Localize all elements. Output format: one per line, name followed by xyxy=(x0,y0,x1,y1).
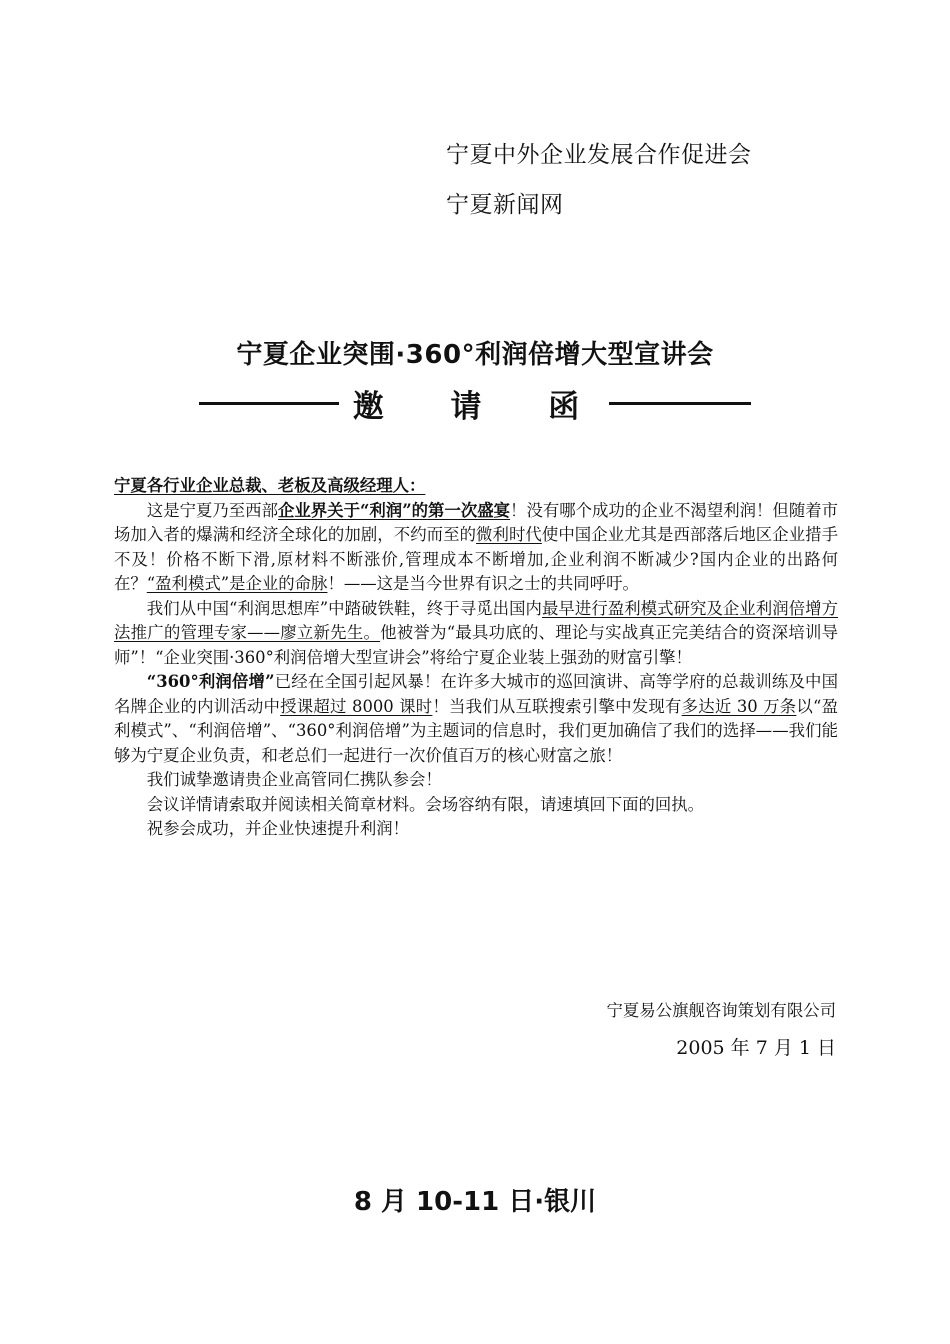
p3-highlight-hours: 授课超过 8000 课时 xyxy=(280,696,433,716)
p1-text-2: ！没有哪个成功的企业不渴望利润！但随着市场加入者的爆满和经济全球化的加剧，不约而至的 xyxy=(114,500,839,544)
p1-highlight-feast: 企业界关于“利润”的第一次盛宴 xyxy=(277,500,511,520)
p3-highlight-count: 多达近 30 万条 xyxy=(681,696,797,716)
p2-text-1: 我们从中国“利润思想库”中踏破铁鞋，终于寻觅出国内 xyxy=(146,598,542,618)
paragraph-6: 祝参会成功，并企业快速提升利润！ xyxy=(146,819,410,838)
p1-highlight-model: “盈利模式”是企业的命脉 xyxy=(146,574,328,593)
p3-text-1: 已经在全国引起风暴！在许多大城市的巡回演讲、高等学府的总裁训练及中国名牌企业的内训活动中 xyxy=(114,672,839,716)
p3-highlight-brand: “360°利润倍增” xyxy=(146,672,275,691)
organizer-1: 宁夏中外企业发展合作促进会 xyxy=(446,142,752,168)
p1-text-3: 使中国企业尤其是西部落后地区企业措手不及！价格不断下滑,原材料不断涨价,管理成本不断增加,企业利润不断减少?国内企业的出路何在？ xyxy=(114,525,839,593)
letter-body xyxy=(114,474,838,842)
letter-date: 2005 年 7 月 1 日 xyxy=(676,1037,836,1059)
paragraph-2 xyxy=(114,597,838,671)
p1-highlight-era: 微利时代 xyxy=(476,525,542,544)
p3-text-2: ！当我们从互联搜索引擎中发现有 xyxy=(432,696,682,716)
paragraph-1 xyxy=(114,499,838,597)
event-title: 宁夏企业突围·360°利润倍增大型宣讲会 xyxy=(236,340,714,370)
salutation: 宁夏各行业企业总裁、老板及高级经理人： xyxy=(114,476,426,495)
p2-highlight-expert: 最早进行盈利模式研究及企业利润倍增方法推广的管理专家——廖立新先生。 xyxy=(114,598,838,642)
p1-text-1: 这是宁夏乃至西部 xyxy=(146,500,278,520)
p3-text-3: 以“盈利模式”、“利润倍增”、“360°利润倍增”为主题词的信息时，我们更加确信了我们的选择——我们能够为宁夏企业负责，和老总们一起进行一次价值百万的核心财富之旅！ xyxy=(114,696,839,765)
paragraph-3 xyxy=(114,670,838,768)
invitation-subtitle: 邀 请 函 xyxy=(352,389,608,425)
heading-rule-right xyxy=(609,402,751,405)
p1-text-4: ！——这是当今世界有识之士的共同呼吁。 xyxy=(327,574,639,593)
invitation-heading xyxy=(0,381,950,426)
signer-company: 宁夏易公旗舰咨询策划有限公司 xyxy=(606,1001,836,1020)
p2-text-2: 他被誉为“最具功底的、理论与实战真正完美结合的资深培训导师”！“企业突围·360°利润倍增大型宣讲会”将给宁夏企业装上强劲的财富引擎！ xyxy=(114,623,839,667)
paragraph-4: 我们诚挚邀请贵企业高管同仁携队参会！ xyxy=(146,770,442,789)
paragraph-5: 会议详情请索取并阅读相关简章材料。会场容纳有限，请速填回下面的回执。 xyxy=(146,794,705,814)
event-date-location: 8 月 10-11 日·银川 xyxy=(353,1187,597,1217)
heading-rule-left xyxy=(199,402,339,405)
organizer-2: 宁夏新闻网 xyxy=(446,192,564,218)
